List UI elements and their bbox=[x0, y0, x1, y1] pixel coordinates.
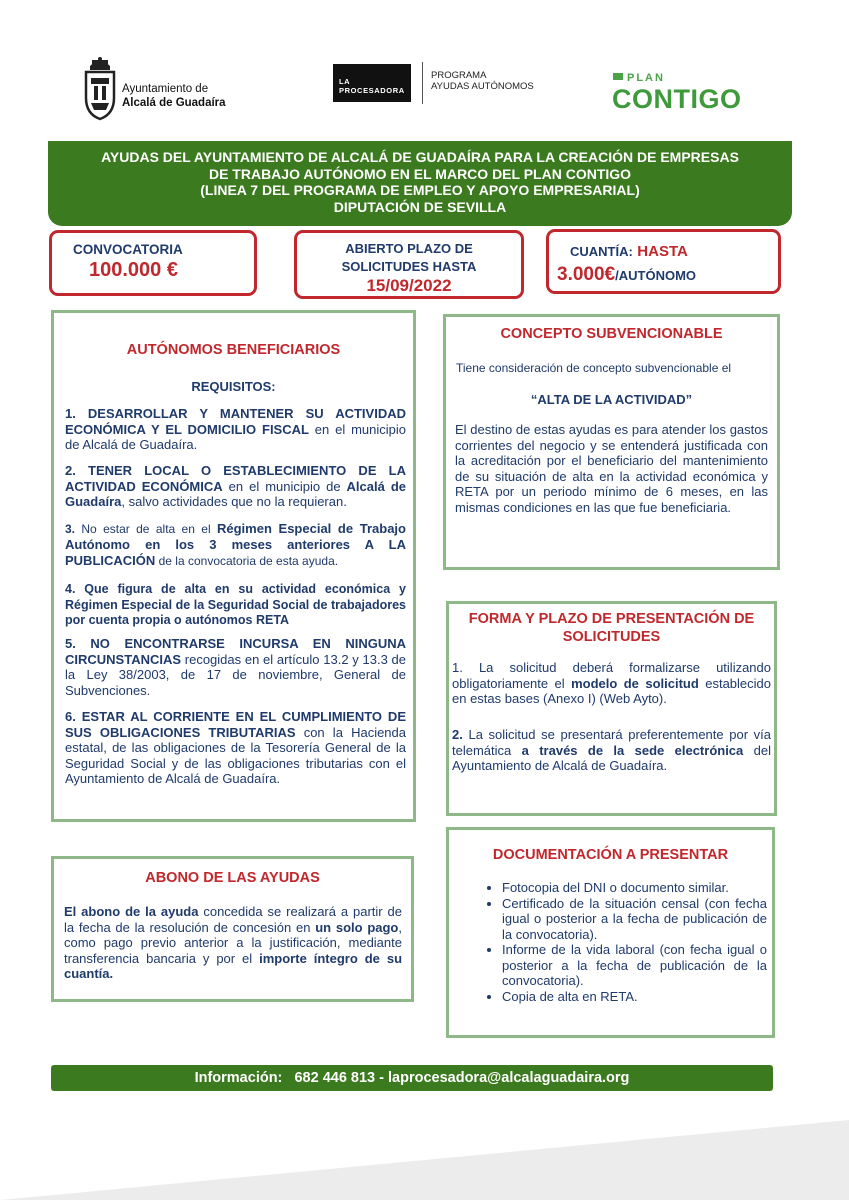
req6-rest: con la Hacienda estatal, de las obligaciones de la Tesorería General de la Seguridad Social y de las obligaciones tributarias con el Ayuntamiento de Alcalá de Guadaíra. bbox=[65, 724, 406, 786]
requisito-1 bbox=[65, 406, 406, 453]
req3-bold: Régimen Especial de Trabajo Autónomo en los 3 meses anteriores A LA PUBLICACIÓN bbox=[65, 521, 406, 568]
cuantia-per: /AUTÓNOMO bbox=[615, 268, 697, 283]
cuantia-amount: 3.000€ bbox=[557, 264, 616, 285]
req2-bold2: Alcalá de Guadaíra bbox=[65, 478, 406, 509]
plan-logo-small bbox=[613, 72, 665, 84]
convocatoria-label: CONVOCATORIA bbox=[73, 242, 183, 257]
requisito-4 bbox=[65, 582, 406, 629]
info-contact[interactable]: 682 446 813 - laprocesadora@alcalaguadaira.org bbox=[294, 1070, 630, 1086]
programa-logo-text bbox=[431, 70, 534, 92]
documentacion-box bbox=[446, 827, 775, 1038]
plazo-box bbox=[294, 230, 524, 299]
title-line2: DE TRABAJO AUTÓNOMO EN EL MARCO DEL PLAN CONTIGO bbox=[208, 165, 632, 182]
convocatoria-box bbox=[49, 230, 257, 296]
abono-b1: El abono de la ayuda bbox=[64, 904, 199, 919]
req1-bold: 1. DESARROLLAR Y MANTENER SU ACTIVIDAD ECONÓMICA Y EL DOMICILIO FISCAL bbox=[65, 406, 406, 437]
programa-line1: PROGRAMA bbox=[431, 70, 487, 81]
ayuntamiento-line1: Ayuntamiento de bbox=[122, 83, 209, 95]
requisito-6 bbox=[65, 709, 406, 787]
la-procesadora-logo bbox=[333, 64, 411, 102]
abono-b3: importe íntegro de su cuantía. bbox=[64, 950, 403, 981]
forma-p2-rest: del Ayuntamiento de Alcalá de Guadaíra. bbox=[452, 742, 771, 773]
cuantia-amount-row bbox=[557, 264, 696, 286]
info-label: Información: bbox=[194, 1070, 283, 1086]
forma-box bbox=[446, 601, 777, 816]
plan-mark-icon bbox=[613, 73, 623, 80]
req4-bold: 4. Que figura de alta en su actividad económica y Régimen Especial de la Seguridad Social de trabajadores por cuenta propia o autónomos RETA bbox=[65, 582, 406, 627]
coat-of-arms-icon bbox=[80, 56, 120, 122]
documentacion-list bbox=[449, 880, 767, 1004]
req5-rest: recogidas en el artículo 13.2 y 13.3 de la Ley 38/2003, de 17 de noviembre, General de Subvenciones. bbox=[65, 651, 406, 698]
title-line1: AYUDAS DEL AYUNTAMIENTO DE ALCALÁ DE GUADAÍRA PARA LA CREACIÓN DE EMPRESAS bbox=[101, 149, 739, 165]
req6-bold: 6. ESTAR AL CORRIENTE EN EL CUMPLIMIENTO DE SUS OBLIGACIONES TRIBUTARIAS bbox=[65, 709, 406, 740]
concepto-body: El destino de estas ayudas es para atender los gastos corrientes del negocio y se entenderá justificada con la acreditación por el beneficiario del mantenimiento de su situación de alta en la actividad económica y RETA por un periodo mínimo de 6 meses, en las mismas condiciones en las que fue beneficiaria. bbox=[455, 422, 768, 515]
plan-small-text: PLAN bbox=[627, 72, 665, 84]
programa-line2: AYUDAS AUTÓNOMOS bbox=[431, 81, 534, 92]
plazo-line2: SOLICITUDES HASTA bbox=[341, 259, 477, 274]
req3-a: No estar de alta en el bbox=[75, 522, 217, 536]
cuantia-hasta: HASTA bbox=[637, 243, 688, 260]
page-shadow-decoration bbox=[0, 1120, 849, 1200]
plazo-text bbox=[297, 240, 521, 276]
abono-t2: , como pago previo anterior a la justificación, mediante transferencia bancaria y por el bbox=[64, 919, 403, 966]
req3-num: 3. bbox=[65, 522, 76, 536]
req2-bold: 2. TENER LOCAL O ESTABLECIMIENTO DE LA ACTIVIDAD ECONÓMICA bbox=[65, 463, 406, 494]
plazo-line1: ABIERTO PLAZO DE bbox=[345, 241, 473, 256]
forma-paragraph-1 bbox=[452, 660, 771, 707]
title-band bbox=[48, 141, 792, 226]
ayuntamiento-line2: Alcalá de Guadaíra bbox=[122, 97, 226, 109]
forma-heading bbox=[449, 610, 774, 646]
abono-box bbox=[51, 856, 414, 1002]
list-item: • Certificado de la situación censal (con fecha igual o posterior a la fecha de publicación de la convocatoria). bbox=[502, 896, 767, 943]
title-line4: DIPUTACIÓN DE SEVILLA bbox=[333, 198, 507, 215]
cuantia-header bbox=[570, 243, 688, 261]
forma-p1-bold: modelo de solicitud bbox=[571, 675, 699, 691]
abono-body bbox=[64, 904, 402, 982]
req2-rest: , salvo actividades que no la requieran. bbox=[121, 494, 347, 509]
logo-divider bbox=[422, 62, 423, 104]
req5-bold: 5. NO ENCONTRARSE INCURSA EN NINGUNA CIRCUNSTANCIAS bbox=[65, 636, 406, 667]
title-line3: (LINEA 7 DEL PROGRAMA DE EMPLEO Y APOYO EMPRESARIAL) bbox=[200, 182, 640, 198]
list-item: • Copia de alta en RETA. bbox=[502, 989, 767, 1005]
list-item: • Informe de la vida laboral (con fecha igual o posterior a la fecha de publicación de la convocatoria). bbox=[502, 942, 767, 989]
abono-b2: un solo pago bbox=[315, 919, 399, 935]
concepto-intro: Tiene consideración de concepto subvencionable el bbox=[456, 361, 732, 375]
ayuntamiento-logo bbox=[80, 56, 120, 122]
cuantia-label: CUANTÍA: bbox=[570, 244, 633, 259]
req2-mid: en el municipio de bbox=[222, 478, 347, 494]
forma-p2-a: La solicitud se presentará preferentemente por vía telemática bbox=[452, 727, 771, 758]
abono-heading: ABONO DE LAS AYUDAS bbox=[145, 870, 320, 886]
info-band bbox=[51, 1065, 773, 1091]
forma-heading-line1: FORMA Y PLAZO DE PRESENTACIÓN DE bbox=[468, 611, 755, 627]
convocatoria-amount: 100.000 € bbox=[89, 259, 178, 281]
list-item: • Fotocopia del DNI o documento similar. bbox=[502, 880, 767, 896]
plazo-date: 15/09/2022 bbox=[366, 276, 452, 295]
requisito-2 bbox=[65, 463, 406, 510]
documentacion-heading: DOCUMENTACIÓN A PRESENTAR bbox=[492, 847, 729, 863]
plan-contigo-logo: CONTIGO bbox=[612, 84, 742, 114]
la-procesadora-text: LA PROCESADORA bbox=[339, 77, 405, 95]
ayuntamiento-name bbox=[122, 82, 226, 110]
concepto-box bbox=[443, 314, 780, 570]
requisito-3 bbox=[65, 521, 406, 569]
forma-p2-bold: a través de la sede electrónica bbox=[521, 742, 744, 758]
req1-rest: en el municipio de Alcalá de Guadaíra. bbox=[65, 421, 407, 452]
concepto-quote: “ALTA DE LA ACTIVIDAD” bbox=[530, 392, 693, 407]
abono-t1: concedida se realizará a partir de la fecha de la resolución de concesión en bbox=[64, 904, 402, 935]
beneficiarios-box bbox=[51, 310, 416, 822]
forma-p2-num: 2. bbox=[452, 727, 463, 742]
concepto-heading: CONCEPTO SUBVENCIONABLE bbox=[500, 326, 723, 342]
req3-rest: de la convocatoria de esta ayuda. bbox=[155, 554, 339, 568]
forma-p1-rest: establecido en estas bases (Anexo I) (Web Ayto). bbox=[452, 675, 771, 706]
forma-paragraph-2 bbox=[452, 727, 771, 774]
requisito-5 bbox=[65, 636, 406, 698]
requisitos-heading: REQUISITOS: bbox=[191, 379, 276, 394]
beneficiarios-heading: AUTÓNOMOS BENEFICIARIOS bbox=[126, 342, 341, 358]
forma-p1-a: 1. La solicitud deberá formalizarse utilizando obligatoriamente el bbox=[452, 660, 771, 691]
cuantia-box bbox=[546, 229, 781, 294]
forma-heading-line2: SOLICITUDES bbox=[562, 629, 661, 645]
